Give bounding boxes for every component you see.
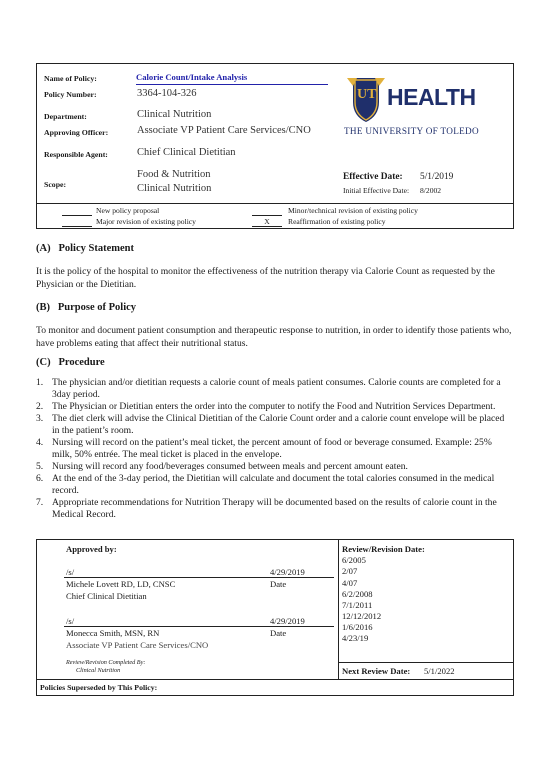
procedure-heading: (C) Procedure <box>36 357 105 368</box>
list-item: 2. The Physician or Dietitian enters the order into the computer to notify the Food and Nutrition Services Department. <box>36 401 496 412</box>
major-revision-checkbox[interactable] <box>62 217 92 227</box>
initial-effective-date-label: Initial Effective Date: <box>343 186 410 195</box>
completed-by-value: Clinical Nutrition <box>76 667 121 674</box>
list-item: 4. Nursing will record on the patient’s meal ticket, the percent amount of food or beverage consumed. Example: 25% milk, 50% entrée. The meal ticket is placed in the envelope. <box>36 437 492 460</box>
new-policy-checkbox[interactable] <box>62 206 92 216</box>
signature-1-date: 4/29/2019 <box>270 567 305 577</box>
approver-1-date-label: Date <box>270 579 287 589</box>
approver-2-date-label: Date <box>270 628 287 638</box>
policy-number-value: 3364-104-326 <box>137 88 197 99</box>
next-review-value: 5/1/2022 <box>424 666 455 676</box>
responsible-agent-label: Responsible Agent: <box>44 150 108 159</box>
approver-2-title: Associate VP Patient Care Services/CNO <box>66 640 209 650</box>
policy-statement-text: It is the policy of the hospital to monitor the effectiveness of the nutrition therapy via Calorie Count as requested by the Physician or the Dietitian. <box>36 266 495 290</box>
review-date-item: 1/6/2016 <box>342 622 373 632</box>
reaffirmation-label: Reaffirmation of existing policy <box>288 217 386 226</box>
logo-word: HEALTH <box>387 84 476 110</box>
signature-1-line <box>64 577 334 578</box>
department-value: Clinical Nutrition <box>137 109 212 120</box>
logo-tagline: THE UNIVERSITY OF TOLEDO <box>344 126 479 136</box>
policy-name-label: Name of Policy: <box>44 74 97 83</box>
review-date-item: 4/07 <box>342 578 358 588</box>
initial-effective-date-value: 8/2002 <box>420 186 442 195</box>
purpose-heading: (B) Purpose of Policy <box>36 302 137 313</box>
purpose-text: To monitor and document patient consumption and therapeutic response to nutrition, in order to identify those patients who, have problems eating that affect their nutritional status. <box>36 325 512 349</box>
responsible-agent-value: Chief Clinical Dietitian <box>137 147 236 158</box>
new-policy-label: New policy proposal <box>96 206 160 215</box>
list-item: 1. The physician and/or dietitian requests a calorie count of meals patient consumes. Calorie counts are completed for a 3day period. <box>36 377 501 400</box>
approver-2-name: Monecca Smith, MSN, RN <box>66 628 160 638</box>
procedure-list <box>36 377 506 521</box>
approved-by-label: Approved by: <box>66 544 117 554</box>
approving-officer-label: Approving Officer: <box>44 128 109 137</box>
approval-column-divider <box>338 539 339 679</box>
policy-statement-heading: (A) Policy Statement <box>36 243 134 254</box>
signature-1: /s/ <box>66 567 75 577</box>
review-date-item: 4/23/19 <box>342 633 369 643</box>
signature-2: /s/ <box>66 616 75 626</box>
scope-value-1: Food & Nutrition <box>137 169 211 180</box>
ut-health-logo <box>343 74 493 144</box>
next-review-label: Next Review Date: <box>342 666 411 676</box>
list-item: 5. Nursing will record any food/beverages consumed between meals and percent amount eaten. <box>36 461 408 472</box>
review-date-item: 6/2005 <box>342 555 366 565</box>
review-date-item: 12/12/2012 <box>342 611 382 621</box>
signature-2-line <box>64 626 334 627</box>
superseded-label: Policies Superseded by This Policy: <box>40 683 158 692</box>
logo-shield-text: UT <box>357 87 377 102</box>
policy-name-value: Calorie Count/Intake Analysis <box>136 72 328 85</box>
approver-1-name: Michele Lovett RD, LD, CNSC <box>66 579 176 589</box>
approver-1-title: Chief Clinical Dietitian <box>66 591 147 601</box>
minor-revision-label: Minor/technical revision of existing policy <box>288 206 418 215</box>
department-label: Department: <box>44 112 87 121</box>
list-item: 3. The diet clerk will advise the Clinical Dietitian of the Calorie Count order and a calorie count envelope will be placed in the patient’s room. <box>36 413 505 436</box>
list-item: 6. At the end of the 3-day period, the Dietitian will calculate and document the total calories consumed in the medical record. <box>36 473 495 496</box>
header-divider <box>36 203 514 204</box>
review-date-item: 6/2/2008 <box>342 589 373 599</box>
review-date-item: 2/07 <box>342 566 358 576</box>
approving-officer-value: Associate VP Patient Care Services/CNO <box>137 125 311 136</box>
superseded-divider <box>36 679 514 680</box>
major-revision-label: Major revision of existing policy <box>96 217 196 226</box>
signature-2-date: 4/29/2019 <box>270 616 305 626</box>
review-date-item: 7/1/2011 <box>342 600 373 610</box>
scope-label: Scope: <box>44 180 67 189</box>
completed-by-label: Review/Revision Completed By: <box>66 659 146 666</box>
effective-date-label: Effective Date: <box>343 172 403 182</box>
next-review-divider <box>338 662 514 663</box>
scope-value-2: Clinical Nutrition <box>137 183 212 194</box>
list-item: 7. Appropriate recommendations for Nutrition Therapy will be documented based on the results of calorie count in the Medical Record. <box>36 497 497 520</box>
effective-date-value: 5/1/2019 <box>420 172 454 182</box>
reaffirmation-checkbox[interactable]: X <box>252 217 282 227</box>
review-date-label: Review/Revision Date: <box>342 544 425 554</box>
policy-number-label: Policy Number: <box>44 90 97 99</box>
minor-revision-checkbox[interactable] <box>252 206 282 216</box>
